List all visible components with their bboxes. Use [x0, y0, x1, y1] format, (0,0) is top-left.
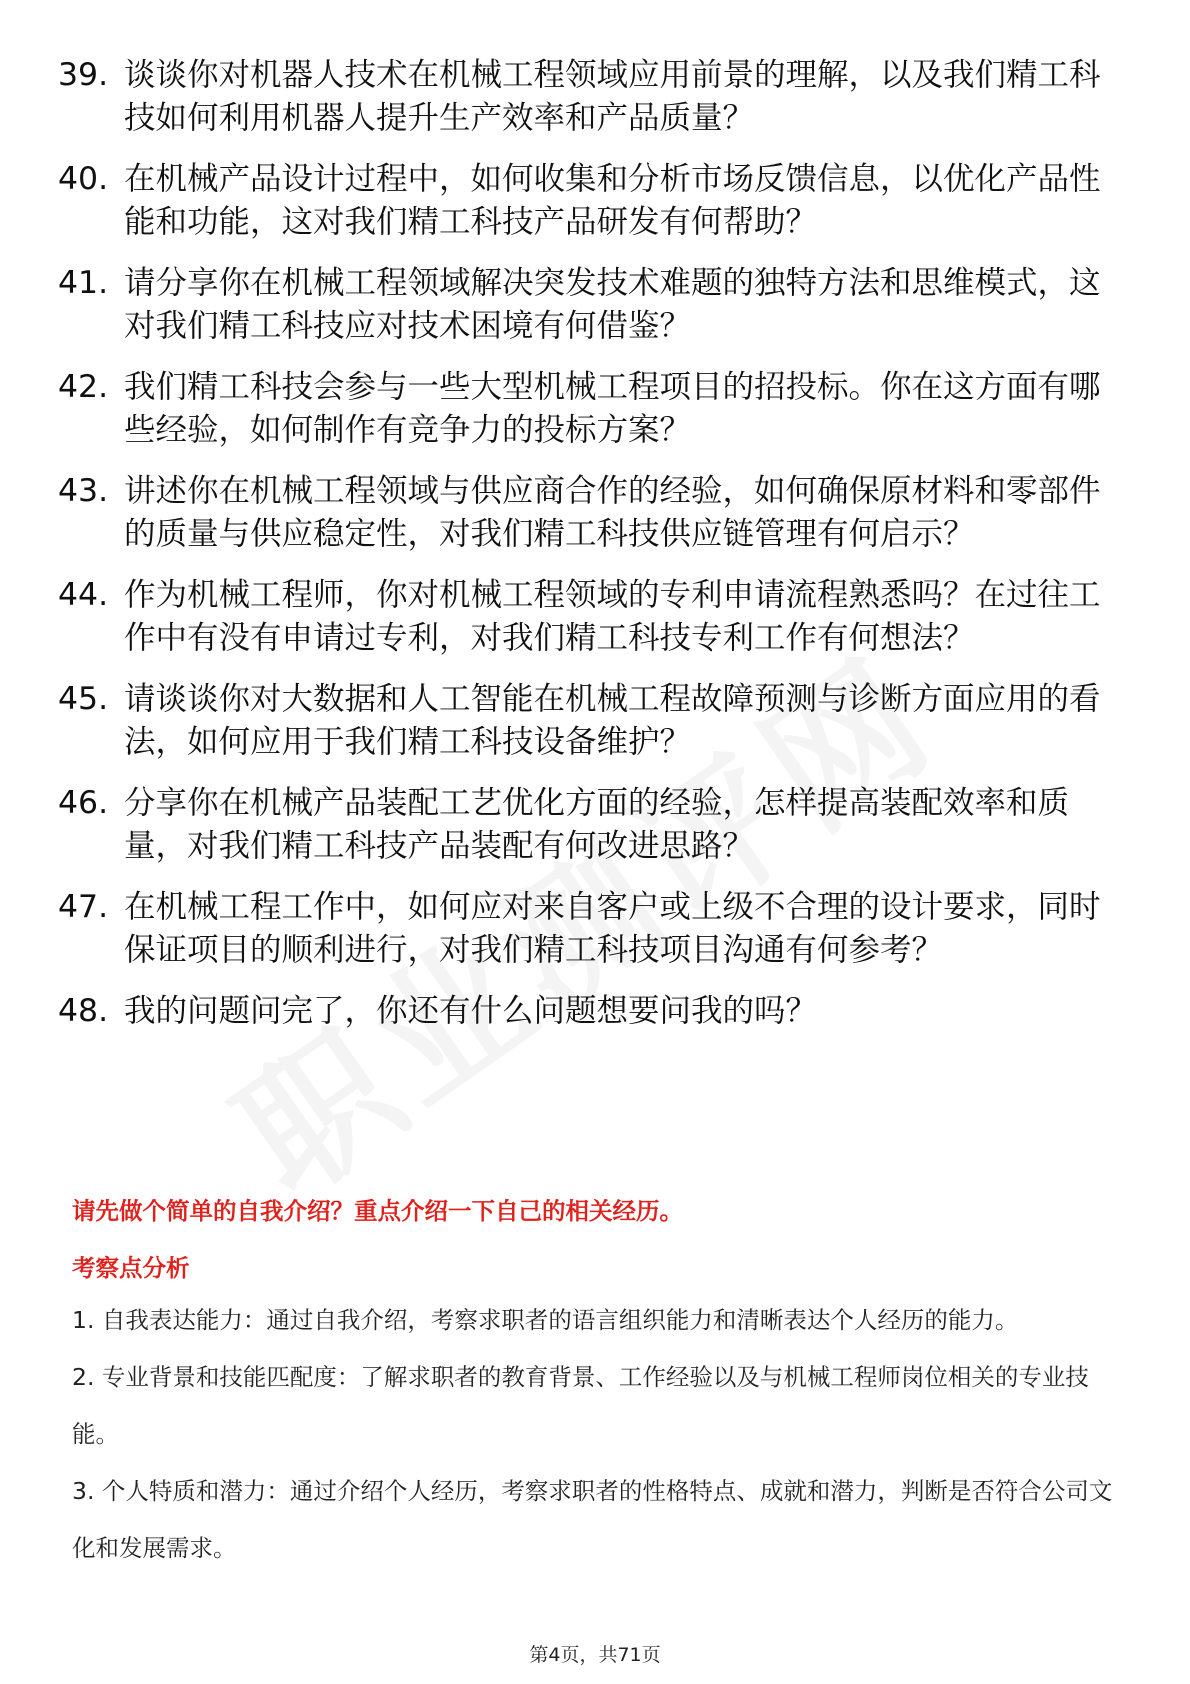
question-number: 44.: [58, 577, 109, 613]
question-item: [58, 158, 1118, 244]
question-text: 我的问题问完了，你还有什么问题想要问我的吗？: [124, 993, 818, 1029]
question-item: [58, 54, 1118, 140]
question-item: [58, 678, 1118, 764]
question-item: [58, 990, 1118, 1033]
question-number: 40.: [58, 161, 109, 197]
question-text: 分享你在机械产品装配工艺优化方面的经验，怎样提高装配效率和质量，对我们精工科技产品装配有何改进思路？: [124, 785, 1070, 864]
question-list: [58, 54, 1118, 1051]
question-number: 42.: [58, 369, 109, 405]
question-number: 48.: [58, 993, 109, 1029]
question-item: [58, 470, 1118, 556]
question-number: 45.: [58, 681, 109, 717]
question-item: [58, 782, 1118, 868]
question-item: [58, 886, 1118, 972]
analysis-item: 3. 个人特质和潜力：通过介绍个人经历，考察求职者的性格特点、成就和潜力，判断是否符合公司文化和发展需求。: [72, 1477, 1113, 1562]
analysis-heading: 考察点分析: [72, 1254, 190, 1282]
analysis-item: 2. 专业背景和技能匹配度：了解求职者的教育背景、工作经验以及与机械工程师岗位相关的专业技能。: [72, 1363, 1089, 1448]
question-item: [58, 366, 1118, 452]
question-text: 讲述你在机械工程领域与供应商合作的经验，如何确保原材料和零部件的质量与供应稳定性，对我们精工科技供应链管理有何启示？: [124, 473, 1101, 552]
question-number: 39.: [58, 57, 109, 93]
question-text: 在机械产品设计过程中，如何收集和分析市场反馈信息，以优化产品性能和功能，这对我们精工科技产品研发有何帮助？: [124, 161, 1101, 240]
question-text: 作为机械工程师，你对机械工程领域的专利申请流程熟悉吗？在过往工作中有没有申请过专利，对我们精工科技专利工作有何想法？: [124, 577, 1101, 656]
interview-question-heading: 请先做个简单的自我介绍？重点介绍一下自己的相关经历。: [72, 1197, 683, 1225]
question-text: 谈谈你对机器人技术在机械工程领域应用前景的理解，以及我们精工科技如何利用机器人提升生产效率和产品质量？: [124, 57, 1101, 136]
question-text: 在机械工程工作中，如何应对来自客户或上级不合理的设计要求，同时保证项目的顺利进行，对我们精工科技项目沟通有何参考？: [124, 889, 1101, 968]
question-text: 我们精工科技会参与一些大型机械工程项目的招投标。你在这方面有哪些经验，如何制作有竞争力的投标方案？: [124, 369, 1101, 448]
question-number: 41.: [58, 265, 109, 301]
question-number: 47.: [58, 889, 109, 925]
analysis-item: 1. 自我表达能力：通过自我介绍，考察求职者的语言组织能力和清晰表达个人经历的能力。: [72, 1306, 1019, 1334]
question-item: [58, 574, 1118, 660]
question-number: 46.: [58, 785, 109, 821]
analysis-list: [72, 1292, 1122, 1577]
page-footer: 第4页，共71页: [529, 1644, 661, 1666]
question-text: 请谈谈你对大数据和人工智能在机械工程故障预测与诊断方面应用的看法，如何应用于我们精工科技设备维护？: [124, 681, 1101, 760]
question-number: 43.: [58, 473, 109, 509]
question-text: 请分享你在机械工程领域解决突发技术难题的独特方法和思维模式，这对我们精工科技应对技术困境有何借鉴？: [124, 265, 1101, 344]
question-item: [58, 262, 1118, 348]
